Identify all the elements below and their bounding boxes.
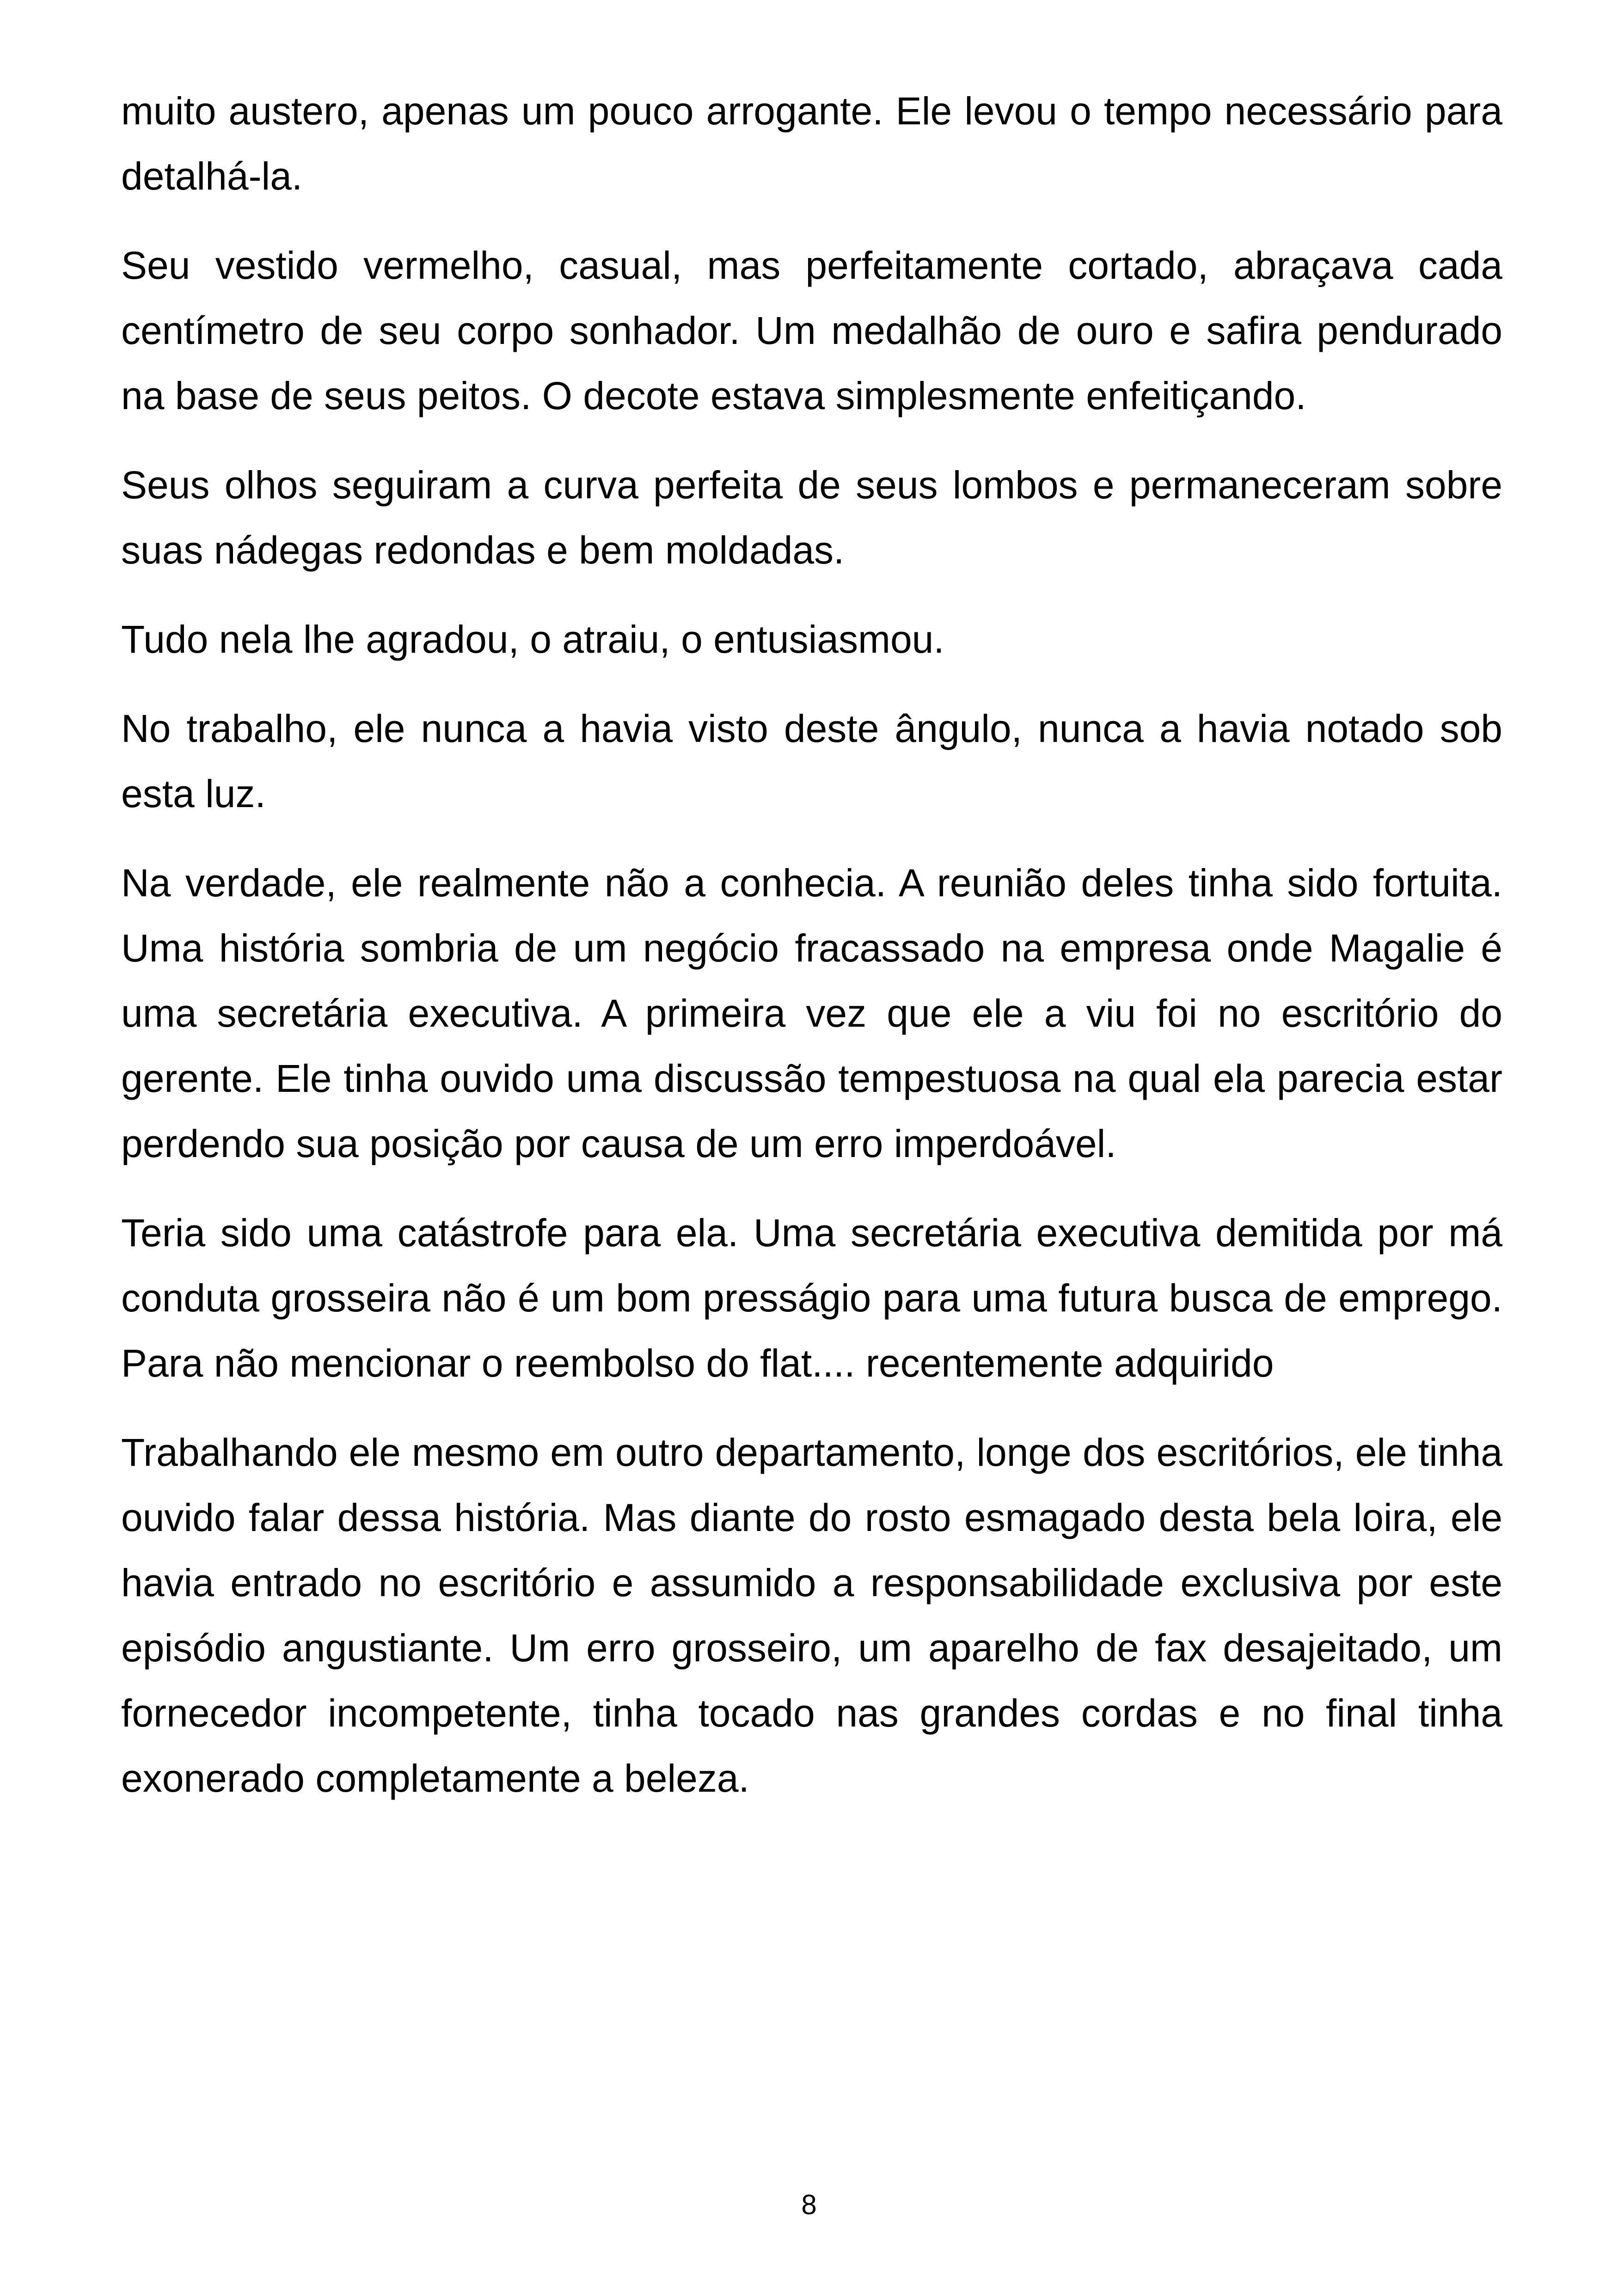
paragraph: Seus olhos seguiram a curva perfeita de seus lombos e permaneceram sobre suas nádegas redondas e bem moldadas.	[121, 463, 1502, 572]
paragraph: muito austero, apenas um pouco arrogante. Ele levou o tempo necessário para detalhá-la.	[121, 89, 1502, 198]
paragraph: Na verdade, ele realmente não a conhecia. A reunião deles tinha sido fortuita. Uma história sombria de um negócio fracassado na empresa onde Magalie é uma secretária executiva. A primeira vez que ele a viu foi no escritório do gerente. Ele tinha ouvido uma discussão tempestuosa na qual ela parecia estar perdendo sua posição por causa de um erro imperdoável.	[121, 861, 1502, 1165]
page-body	[121, 79, 1502, 1835]
paragraph: Teria sido uma catástrofe para ela. Uma secretária executiva demitida por má conduta grosseira não é um bom presságio para uma futura busca de emprego. Para não mencionar o reembolso do flat.... recentemente adquirido	[121, 1211, 1502, 1385]
page-number: 8	[801, 2189, 817, 2220]
paragraph: Tudo nela lhe agradou, o atraiu, o entusiasmou.	[121, 618, 944, 661]
paragraph: No trabalho, ele nunca a havia visto deste ângulo, nunca a havia notado sob esta luz.	[121, 707, 1502, 815]
paragraph: Seu vestido vermelho, casual, mas perfeitamente cortado, abraçava cada centímetro de seu corpo sonhador. Um medalhão de ouro e safira pendurado na base de seus peitos. O decote estava simplesmente enfeitiçando.	[121, 244, 1502, 417]
paragraph: Trabalhando ele mesmo em outro departamento, longe dos escritórios, ele tinha ouvido falar dessa história. Mas diante do rosto esmagado desta bela loira, ele havia entrado no escritório e assumido a responsabilidade exclusiva por este episódio angustiante. Um erro grosseiro, um aparelho de fax desajeitado, um fornecedor incompetente, tinha tocado nas grandes cordas e no final tinha exonerado completamente a beleza.	[121, 1431, 1502, 1800]
